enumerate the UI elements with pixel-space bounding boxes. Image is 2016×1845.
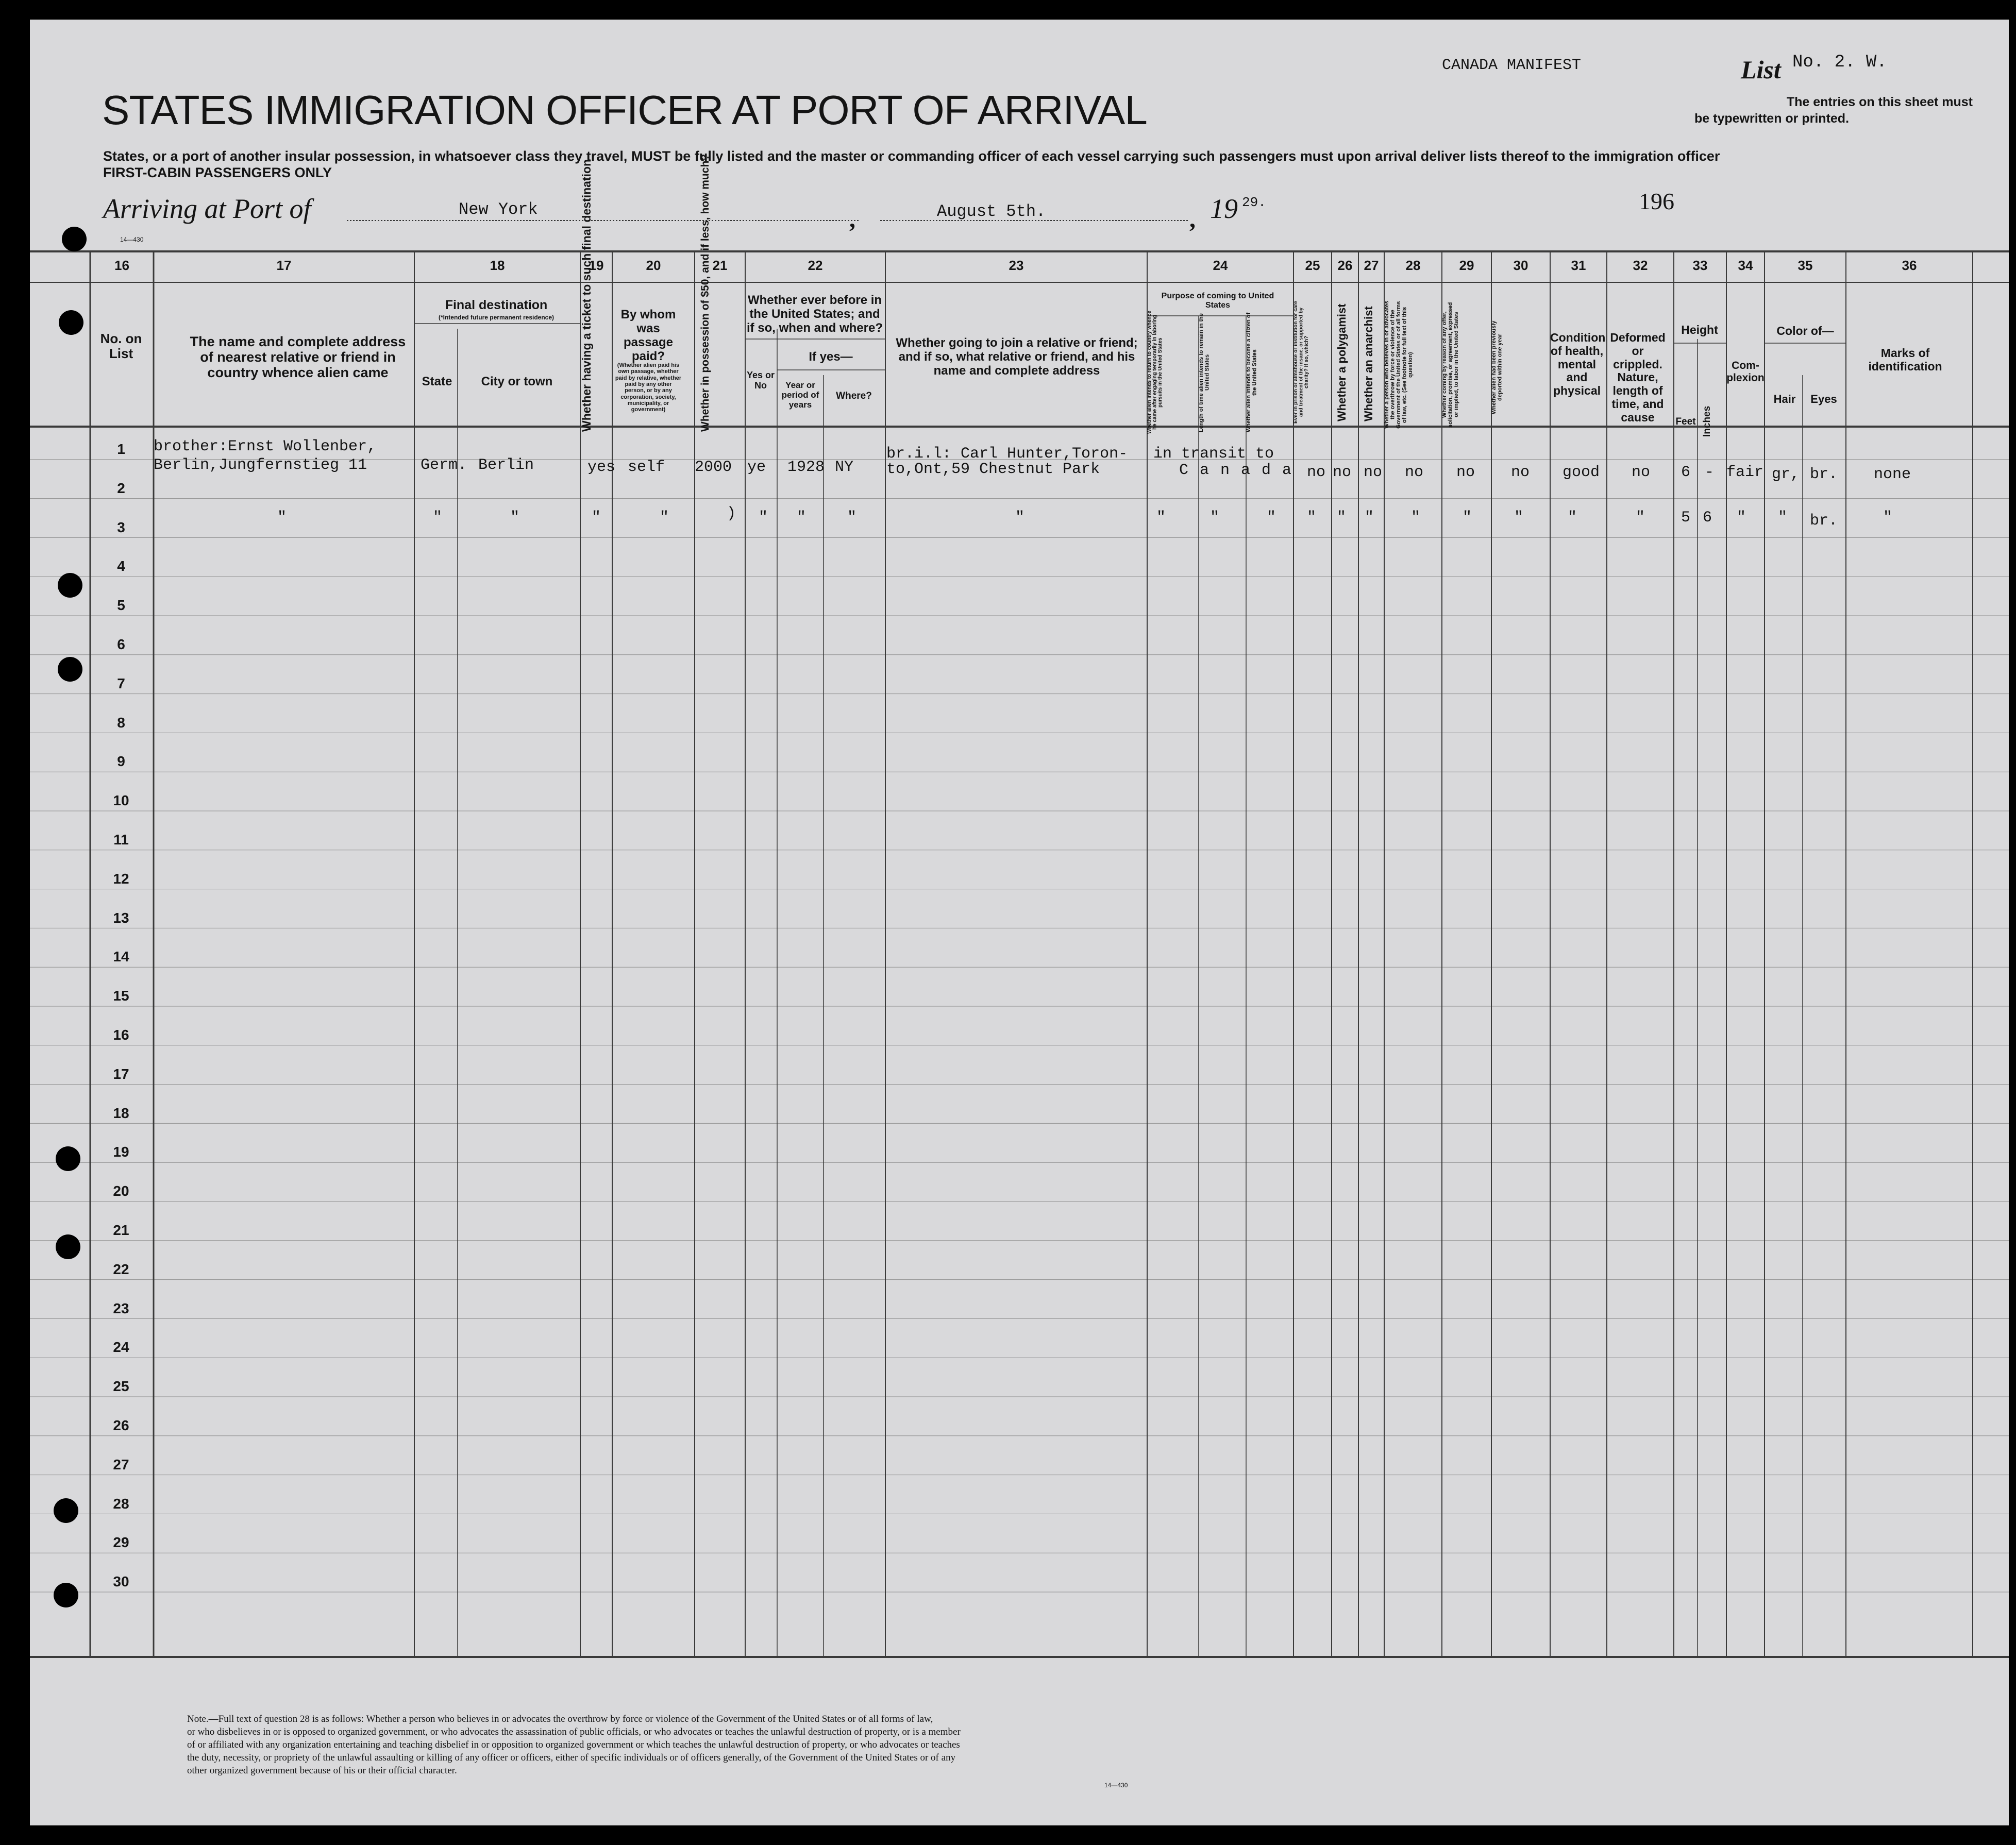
manifest-sheet bbox=[30, 20, 2009, 1825]
header-20-sub: (Whether alien paid his own passage, whether paid by relative, whether paid by any other person, or by any corporation, society, municipality, or government) bbox=[615, 362, 682, 413]
header-28: Whether a person who believes in or advocates the overthrow by force or violence of the Government of the United States or of all forms of law, etc. (See footnote for full text of this question) bbox=[1384, 300, 1414, 429]
header-31: Condition of health, mental and physical bbox=[1550, 331, 1606, 397]
header-24-b: Length of time alien intends to remain in the United States bbox=[1198, 313, 1211, 432]
header-23: Whether going to join a relative or friend; and if so, what relative or friend, and his name and complete address bbox=[896, 336, 1138, 378]
canada-manifest-stamp: CANADA MANIFEST bbox=[1442, 57, 1582, 74]
row1-c30: no bbox=[1511, 464, 1530, 481]
row1-join-line2: to,Ont,59 Chestnut Park bbox=[886, 461, 1100, 478]
row1-paid-by: self bbox=[628, 459, 665, 476]
row1-ticket: yes bbox=[587, 459, 616, 476]
row-number-29: 29 bbox=[113, 1534, 129, 1551]
row2-ditto-mark: " bbox=[1568, 509, 1577, 527]
header-33: Height bbox=[1681, 323, 1718, 336]
header-24-c: Whether alien intends to become a citizen of the United States bbox=[1246, 312, 1258, 433]
footnote-line1: Note.—Full text of question 28 is as follows: Whether a person who believes in or advocates the overthrow by force or violence of the Government of the United States or of all forms of law, bbox=[187, 1714, 933, 1724]
subtitle-line1: States, or a port of another insular possession, in whatsoever class they travel, MUST be fully listed and the master or commanding officer of each vessel carrying such passengers must upon arrival deliver lists thereof to the immigration officer bbox=[103, 148, 1720, 164]
header-22-where: Where? bbox=[836, 391, 872, 401]
binder-hole bbox=[56, 1146, 80, 1171]
header-25: Ever in prison or almshouse or institution for care and treatment of the insane, or supported by charity? If so, which? bbox=[1293, 301, 1309, 424]
row2-money: ) bbox=[727, 505, 736, 522]
row-number-8: 8 bbox=[117, 714, 125, 731]
row2-ditto-mark: " bbox=[1463, 509, 1472, 527]
row2-ditto-mark: " bbox=[1778, 509, 1788, 527]
footnote-line4: the duty, necessity, or propriety of the unlawful assaulting or killing of any officer or officers, either of specific individuals or of officers generally, of the Government of the United States or of any bbox=[187, 1752, 956, 1763]
comma-2: , bbox=[1189, 206, 1196, 233]
header-22: Whether ever before in the United States; and if so, when and where? bbox=[746, 293, 883, 335]
row-number-18: 18 bbox=[113, 1105, 129, 1121]
column-number-35: 35 bbox=[1797, 258, 1813, 273]
row-number-20: 20 bbox=[113, 1183, 129, 1199]
row2-feet: 5 bbox=[1681, 509, 1691, 527]
row1-state: Germ. bbox=[421, 456, 467, 474]
row-number-19: 19 bbox=[113, 1144, 129, 1160]
row-number-27: 27 bbox=[113, 1456, 129, 1472]
column-number-23: 23 bbox=[1009, 258, 1024, 273]
column-number-32: 32 bbox=[1633, 258, 1648, 273]
row2-ditto-mark: " bbox=[1636, 509, 1645, 527]
row2-ditto-mark: " bbox=[1737, 509, 1746, 527]
row-number-17: 17 bbox=[113, 1065, 129, 1082]
column-number-21: 21 bbox=[712, 258, 728, 273]
arriving-label: Arriving at Port of bbox=[103, 193, 311, 224]
page-title: STATES IMMIGRATION OFFICER AT PORT OF ARRIVAL bbox=[102, 87, 1147, 133]
row2-ditto-mark: " bbox=[277, 509, 287, 527]
header-22-ifyes: If yes— bbox=[809, 350, 853, 364]
row-number-12: 12 bbox=[113, 870, 129, 887]
header-35: Color of— bbox=[1776, 324, 1834, 337]
row1-c29: no bbox=[1456, 464, 1475, 481]
binder-hole bbox=[56, 1234, 80, 1259]
binder-hole bbox=[58, 573, 82, 598]
row1-city: Berlin bbox=[478, 456, 534, 474]
header-16: No. on List bbox=[100, 331, 142, 362]
header-35-eyes: Eyes bbox=[1810, 393, 1837, 405]
row-number-3: 3 bbox=[117, 519, 125, 535]
header-21: Whether in possession of $50, and if less, how much? bbox=[699, 154, 711, 432]
port-value: New York bbox=[459, 200, 538, 219]
row2-ditto-mark: " bbox=[847, 509, 857, 527]
page-number: 196 bbox=[1639, 188, 1674, 214]
row2-ditto-mark: " bbox=[1156, 509, 1166, 527]
column-number-19: 19 bbox=[589, 258, 604, 273]
row1-c28: no bbox=[1405, 464, 1424, 481]
row-number-6: 6 bbox=[117, 636, 125, 652]
header-19: Whether having a ticket to such final destination bbox=[580, 159, 593, 432]
row-number-30: 30 bbox=[113, 1573, 129, 1590]
row2-ditto-mark: " bbox=[592, 509, 601, 527]
column-number-24: 24 bbox=[1213, 258, 1228, 273]
binder-hole bbox=[54, 1583, 78, 1607]
row-number-1: 1 bbox=[117, 441, 125, 457]
row-number-26: 26 bbox=[113, 1417, 129, 1433]
column-number-18: 18 bbox=[490, 258, 505, 273]
row1-money: 2000 bbox=[695, 459, 732, 476]
binder-hole bbox=[54, 1498, 78, 1523]
footnote-line2: or who disbelieves in or is opposed to organized government, or who advocates the assassination of public officials, or who advocates or teaches the unlawful destruction of property, or is a member bbox=[187, 1726, 961, 1737]
row-number-14: 14 bbox=[113, 949, 129, 965]
column-number-22: 22 bbox=[808, 258, 823, 273]
row2-ditto-mark: " bbox=[1307, 509, 1317, 527]
row2-ditto-mark: " bbox=[1883, 509, 1893, 527]
row-number-9: 9 bbox=[117, 753, 125, 770]
row-number-2: 2 bbox=[117, 480, 125, 496]
row1-purpose-top: in transit to bbox=[1153, 445, 1274, 463]
row-number-4: 4 bbox=[117, 558, 125, 574]
row2-ditto-mark: " bbox=[660, 509, 669, 527]
column-number-28: 28 bbox=[1405, 258, 1421, 273]
row2-ditto-mark: " bbox=[510, 509, 520, 527]
header-34: Com- plexion bbox=[1726, 360, 1765, 384]
column-number-30: 30 bbox=[1513, 258, 1528, 273]
row-number-15: 15 bbox=[113, 988, 129, 1004]
row1-c27: no bbox=[1364, 464, 1383, 481]
list-label: List bbox=[1741, 55, 1781, 84]
row1-inches: - bbox=[1705, 464, 1715, 481]
row1-health: good bbox=[1563, 464, 1600, 481]
footnote-line3: of or affiliated with any organization entertaining and teaching disbelief in or opposition to organized government or which teaches the unlawful destruction of property, or who advocates or teaches bbox=[187, 1739, 960, 1750]
header-36: Marks of identification bbox=[1868, 346, 1942, 373]
form-code-bottom: 14—430 bbox=[1104, 1782, 1128, 1789]
date-value: August 5th. bbox=[937, 202, 1046, 221]
subtitle-line2: FIRST-CABIN PASSENGERS ONLY bbox=[103, 165, 332, 180]
row-number-5: 5 bbox=[117, 597, 125, 614]
footnote-line5: other organized government because of his or their official character. bbox=[187, 1765, 457, 1776]
column-number-20: 20 bbox=[646, 258, 661, 273]
row1-marks: none bbox=[1874, 466, 1911, 483]
row1-complexion: fair bbox=[1726, 464, 1764, 481]
column-number-25: 25 bbox=[1305, 258, 1320, 273]
row2-ditto-mark: " bbox=[1015, 509, 1025, 527]
row1-relative-line1: brother:Ernst Wollenber, bbox=[154, 438, 377, 455]
header-18: Final destination bbox=[445, 298, 548, 312]
header-18-city: City or town bbox=[481, 375, 553, 388]
row2-ditto-mark: " bbox=[759, 509, 768, 527]
header-33-inches: Inches bbox=[1702, 405, 1712, 437]
row1-feet: 6 bbox=[1681, 464, 1691, 481]
column-number-27: 27 bbox=[1364, 258, 1379, 273]
row-number-21: 21 bbox=[113, 1222, 129, 1238]
row2-ditto-mark: " bbox=[797, 509, 807, 527]
header-27: Whether an anarchist bbox=[1362, 306, 1375, 421]
binder-hole bbox=[59, 310, 83, 335]
header-24-a: Whether alien intends to return to country whence he came after engaging temporarily in laboring pursuits in the United States bbox=[1147, 311, 1163, 434]
row1-c25: no bbox=[1307, 464, 1326, 481]
row-number-24: 24 bbox=[113, 1339, 129, 1356]
row1-hair: gr, bbox=[1772, 466, 1800, 483]
row2-inches: 6 bbox=[1703, 509, 1712, 527]
row1-eyes: br. bbox=[1810, 466, 1838, 483]
row2-ditto-mark: " bbox=[433, 509, 443, 527]
form-code-top: 14—430 bbox=[120, 236, 144, 243]
column-number-31: 31 bbox=[1571, 258, 1586, 273]
header-18-sub: (*Intended future permanent residence) bbox=[438, 314, 555, 321]
year-suffix: 29. bbox=[1242, 195, 1266, 210]
comma-1: , bbox=[849, 206, 855, 233]
row-number-23: 23 bbox=[113, 1300, 129, 1316]
header-33-feet: Feet bbox=[1675, 416, 1696, 427]
column-number-34: 34 bbox=[1738, 258, 1753, 273]
row-number-25: 25 bbox=[113, 1378, 129, 1395]
header-18-state: State bbox=[422, 375, 452, 388]
row2-eyes: br. bbox=[1810, 512, 1838, 530]
row-number-28: 28 bbox=[113, 1495, 129, 1512]
binder-hole bbox=[58, 657, 82, 682]
header-20: By whom was passage paid? bbox=[620, 308, 676, 363]
row1-purpose-bottom: C a n a d a bbox=[1179, 462, 1293, 479]
row2-ditto-mark: " bbox=[1365, 509, 1374, 527]
row2-ditto-mark: " bbox=[1210, 509, 1220, 527]
column-number-17: 17 bbox=[276, 258, 292, 273]
column-number-36: 36 bbox=[1902, 258, 1917, 273]
header-22-yesno: Yes or No bbox=[746, 370, 775, 391]
entries-note-line1: The entries on this sheet must bbox=[1786, 95, 1973, 109]
header-35-hair: Hair bbox=[1773, 393, 1796, 405]
row1-before: ye bbox=[747, 459, 766, 476]
row-number-13: 13 bbox=[113, 909, 129, 926]
entries-note-line2: be typewritten or printed. bbox=[1694, 111, 1850, 126]
row1-deformed: no bbox=[1632, 464, 1651, 481]
row2-ditto-mark: " bbox=[1337, 509, 1347, 527]
header-24: Purpose of coming to United States bbox=[1161, 292, 1274, 310]
table-ruling bbox=[30, 20, 2009, 1825]
list-number: No. 2. W. bbox=[1792, 53, 1887, 72]
column-number-29: 29 bbox=[1459, 258, 1474, 273]
row2-ditto-mark: " bbox=[1514, 509, 1524, 527]
header-32: Deformed or crippled. Nature, length of time, and cause bbox=[1610, 331, 1666, 424]
row-number-7: 7 bbox=[117, 675, 125, 691]
column-number-16: 16 bbox=[114, 258, 129, 273]
header-30: Whether alien had been previously deported within one year bbox=[1491, 320, 1503, 414]
header-29: Whether coming by reason of any offer, solicitation, promise, or agreement, expressed or implied, to labor in the United States bbox=[1441, 302, 1460, 428]
header-17: The name and complete address of nearest relative or friend in country whence alien came bbox=[190, 334, 406, 381]
row1-year: 1928 bbox=[787, 459, 825, 476]
row-number-22: 22 bbox=[113, 1261, 129, 1277]
header-26: Whether a polygamist bbox=[1335, 303, 1348, 421]
column-number-26: 26 bbox=[1337, 258, 1353, 273]
row2-ditto-mark: " bbox=[1267, 509, 1276, 527]
year-prefix: 19 bbox=[1210, 193, 1238, 224]
row-number-11: 11 bbox=[113, 832, 129, 848]
row1-where: NY bbox=[835, 459, 854, 476]
row-number-16: 16 bbox=[113, 1027, 129, 1043]
header-22-year: Year or period of years bbox=[781, 380, 819, 410]
row2-ditto-mark: " bbox=[1411, 509, 1421, 527]
binder-hole bbox=[62, 227, 87, 251]
row1-c26: no bbox=[1333, 464, 1352, 481]
row1-relative-line2: Berlin,Jungfernstieg 11 bbox=[154, 456, 367, 474]
row1-join-line1: br.i.l: Carl Hunter,Toron- bbox=[886, 445, 1128, 463]
column-number-33: 33 bbox=[1692, 258, 1708, 273]
row-number-10: 10 bbox=[113, 792, 129, 809]
